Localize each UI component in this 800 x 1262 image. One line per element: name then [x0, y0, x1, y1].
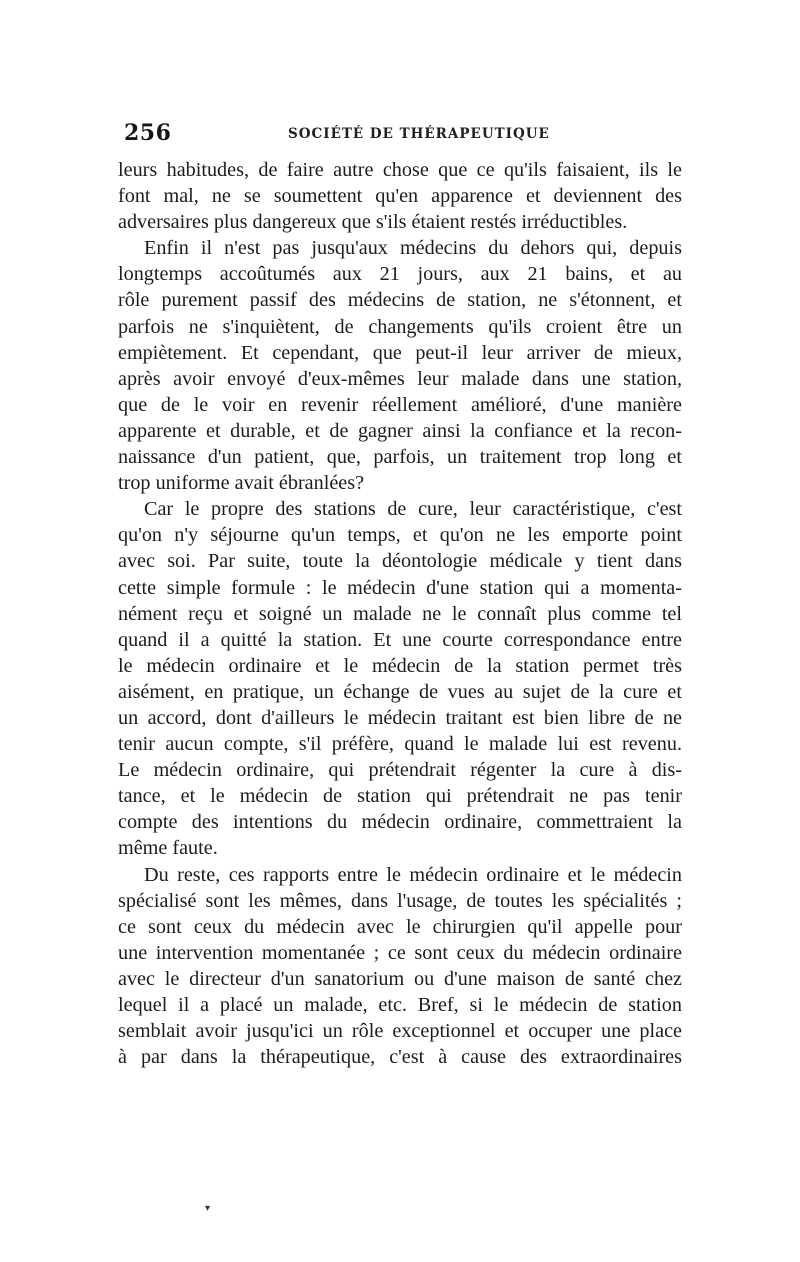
text-line: semblait avoir jusqu'ici un rôle exceptionnel et occuper une place: [118, 1020, 682, 1043]
text-line: compte des intentions du médecin ordinaire, commettraient la: [118, 811, 682, 834]
body-text: [118, 157, 682, 1070]
text-line: font mal, ne se soumettent qu'en apparence et deviennent des: [118, 185, 682, 208]
text-line: après avoir envoyé d'eux-mêmes leur malade dans une station,: [118, 367, 682, 390]
text-line: quand il a quitté la station. Et une courte correspondance entre: [118, 628, 682, 651]
text-line: ce sont ceux du médecin avec le chirurgien qu'il appelle pour: [118, 915, 682, 938]
text-line: naissance d'un patient, que, parfois, un traitement trop long et: [118, 446, 682, 469]
print-speck-mark: ▾: [205, 1203, 211, 1214]
page-number: 256: [124, 120, 172, 146]
text-line: Car le propre des stations de cure, leur caractéristique, c'est: [144, 498, 682, 521]
text-line: parfois ne s'inquiètent, de changements qu'ils croient être un: [118, 315, 682, 338]
text-line: empiètement. Et cependant, que peut-il leur arriver de mieux,: [118, 341, 682, 364]
text-line: que de le voir en revenir réellement amélioré, d'une manière: [118, 393, 682, 416]
text-line: aisément, en pratique, un échange de vues au sujet de la cure et: [118, 680, 682, 703]
text-line: adversaires plus dangereux que s'ils étaient restés irréductibles.: [118, 211, 628, 234]
text-line: trop uniforme avait ébranlées?: [118, 472, 365, 495]
text-line: même faute.: [118, 837, 218, 860]
text-line: leurs habitudes, de faire autre chose que ce qu'ils faisaient, ils le: [118, 159, 682, 181]
text-line: tenir aucun compte, s'il préfère, quand le malade lui est revenu.: [118, 733, 682, 756]
text-line: une intervention momentanée ; ce sont ceux du médecin ordinaire: [118, 941, 682, 964]
text-line: avec soi. Par suite, toute la déontologie médicale y tient dans: [118, 550, 682, 573]
text-line: Du reste, ces rapports entre le médecin ordinaire et le médecin: [144, 863, 682, 886]
text-line: le médecin ordinaire et le médecin de la station permet très: [118, 654, 682, 677]
text-line: nément reçu et soigné un malade ne le connaît plus comme tel: [118, 602, 682, 625]
text-line: à par dans la thérapeutique, c'est à cause des extraordinaires: [118, 1046, 682, 1069]
text-line: tance, et le médecin de station qui prétendrait ne pas tenir: [118, 785, 682, 808]
text-line: Le médecin ordinaire, qui prétendrait régenter la cure à dis-: [118, 759, 682, 782]
text-line: Enfin il n'est pas jusqu'aux médecins du dehors qui, depuis: [144, 237, 682, 260]
text-line: spécialisé sont les mêmes, dans l'usage, de toutes les spécialités ;: [118, 889, 682, 912]
text-line: rôle purement passif des médecins de station, ne s'étonnent, et: [118, 289, 682, 312]
text-line: qu'on n'y séjourne qu'un temps, et qu'on ne les emporte point: [118, 524, 682, 547]
text-line: apparente et durable, et de gagner ainsi la confiance et la recon-: [118, 419, 682, 442]
text-line: avec le directeur d'un sanatorium ou d'une maison de santé chez: [118, 967, 682, 990]
text-line: cette simple formule : le médecin d'une station qui a momenta-: [118, 576, 682, 599]
text-line: un accord, dont d'ailleurs le médecin traitant est bien libre de ne: [118, 706, 682, 729]
running-title: SOCIÉTÉ DE THÉRAPEUTIQUE: [288, 126, 550, 142]
text-line: lequel il a placé un malade, etc. Bref, si le médecin de station: [118, 994, 682, 1016]
text-line: longtemps accoûtumés aux 21 jours, aux 21 bains, et au: [118, 263, 682, 286]
running-head: [120, 120, 682, 150]
